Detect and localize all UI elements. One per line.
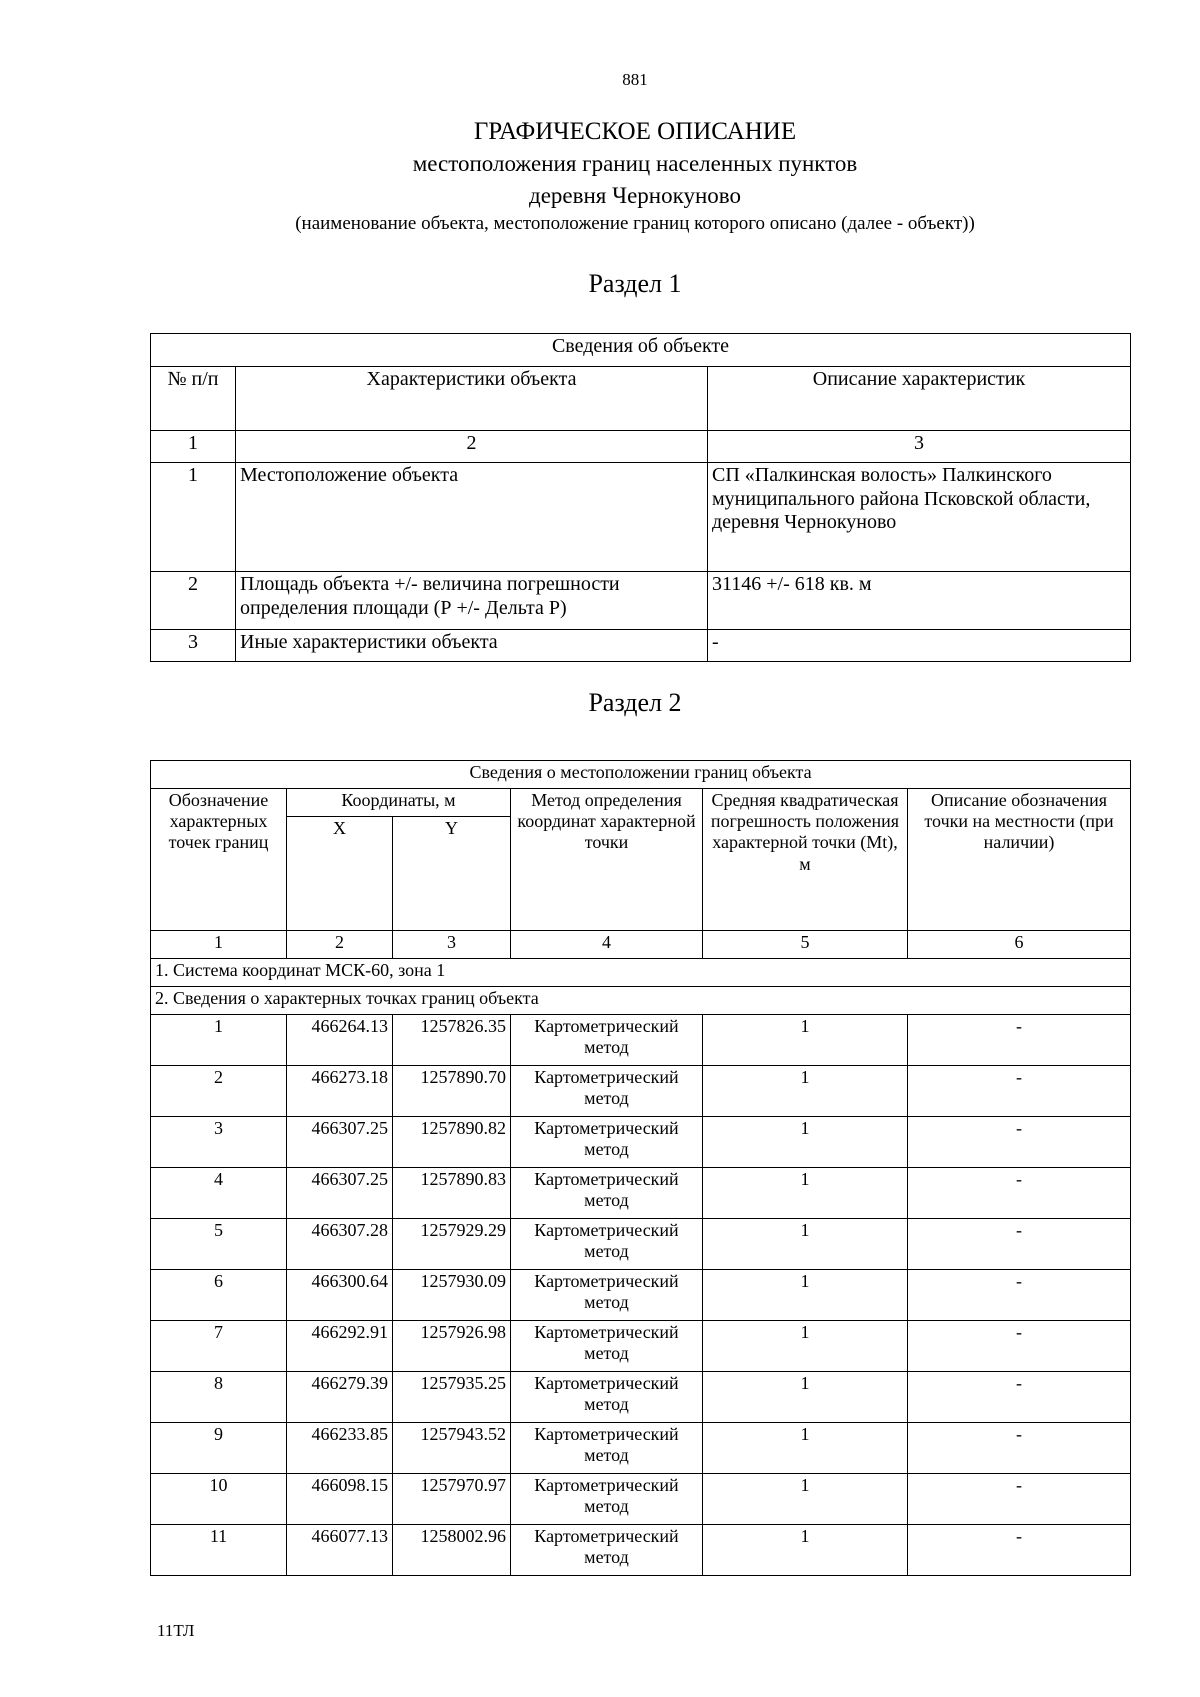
mean-error: 1	[703, 1474, 908, 1525]
mean-error: 1	[703, 1117, 908, 1168]
x-coordinate: 466098.15	[287, 1474, 393, 1525]
location-description: -	[908, 1168, 1131, 1219]
location-description: -	[908, 1219, 1131, 1270]
y-coordinate: 1257890.82	[393, 1117, 511, 1168]
x-coordinate: 466233.85	[287, 1423, 393, 1474]
col-number: 3	[393, 931, 511, 959]
y-coordinate: 1258002.96	[393, 1525, 511, 1576]
table-row	[151, 1525, 1131, 1576]
row-characteristic: Площадь объекта +/- величина погрешности определения площади (Р +/- Дельта Р)	[236, 572, 708, 630]
table-title: Сведения об объекте	[151, 334, 1131, 367]
object-info-table	[150, 333, 1131, 662]
mean-error: 1	[703, 1219, 908, 1270]
table-row	[151, 1117, 1131, 1168]
table-row	[151, 572, 1131, 630]
point-id: 8	[151, 1372, 287, 1423]
y-coordinate: 1257926.98	[393, 1321, 511, 1372]
col-header-method: Метод определения координат характерной точки	[511, 789, 703, 931]
col-number: 2	[236, 431, 708, 463]
table-row	[151, 1015, 1131, 1066]
method: Картометрический метод	[511, 1168, 703, 1219]
row-number: 2	[151, 572, 236, 630]
col-header-x: X	[287, 817, 393, 931]
method: Картометрический метод	[511, 1066, 703, 1117]
col-number: 1	[151, 431, 236, 463]
coordinate-system-line: 1. Система координат МСК-60, зона 1	[151, 959, 1131, 987]
points-info-line: 2. Сведения о характерных точках границ объекта	[151, 987, 1131, 1015]
col-header-error: Средняя квадратическая погрешность положения характерной точки (Mt), м	[703, 789, 908, 931]
y-coordinate: 1257935.25	[393, 1372, 511, 1423]
y-coordinate: 1257943.52	[393, 1423, 511, 1474]
table-row	[151, 463, 1131, 572]
table-row	[151, 1066, 1131, 1117]
point-id: 5	[151, 1219, 287, 1270]
table-row	[151, 630, 1131, 662]
col-header-y: Y	[393, 817, 511, 931]
method: Картометрический метод	[511, 1321, 703, 1372]
location-description: -	[908, 1423, 1131, 1474]
x-coordinate: 466292.91	[287, 1321, 393, 1372]
method: Картометрический метод	[511, 1117, 703, 1168]
x-coordinate: 466077.13	[287, 1525, 393, 1576]
col-number: 6	[908, 931, 1131, 959]
col-header-point: Обозначение характерных точек границ	[151, 789, 287, 931]
location-description: -	[908, 1066, 1131, 1117]
col-number: 2	[287, 931, 393, 959]
method: Картометрический метод	[511, 1525, 703, 1576]
method: Картометрический метод	[511, 1372, 703, 1423]
object-name-note: (наименование объекта, местоположение границ которого описано (далее - объект))	[295, 213, 975, 234]
x-coordinate: 466264.13	[287, 1015, 393, 1066]
y-coordinate: 1257890.83	[393, 1168, 511, 1219]
object-name: деревня Чернокуново	[529, 183, 741, 208]
table-row	[151, 1168, 1131, 1219]
col-header-description: Описание характеристик	[708, 367, 1131, 431]
location-description: -	[908, 1117, 1131, 1168]
table-title: Сведения о местоположении границ объекта	[151, 761, 1131, 789]
location-description: -	[908, 1372, 1131, 1423]
col-number: 5	[703, 931, 908, 959]
mean-error: 1	[703, 1321, 908, 1372]
row-number: 3	[151, 630, 236, 662]
mean-error: 1	[703, 1525, 908, 1576]
table-row	[151, 1372, 1131, 1423]
table-row	[151, 1321, 1131, 1372]
page-number: 881	[622, 70, 648, 89]
y-coordinate: 1257890.70	[393, 1066, 511, 1117]
method: Картометрический метод	[511, 1219, 703, 1270]
method: Картометрический метод	[511, 1474, 703, 1525]
row-description: 31146 +/- 618 кв. м	[708, 572, 1131, 630]
location-description: -	[908, 1321, 1131, 1372]
method: Картометрический метод	[511, 1015, 703, 1066]
row-description: -	[708, 630, 1131, 662]
col-number: 4	[511, 931, 703, 959]
point-id: 11	[151, 1525, 287, 1576]
method: Картометрический метод	[511, 1270, 703, 1321]
point-id: 7	[151, 1321, 287, 1372]
location-description: -	[908, 1015, 1131, 1066]
col-header-location-desc: Описание обозначения точки на местности (при наличии)	[908, 789, 1131, 931]
location-description: -	[908, 1270, 1131, 1321]
boundary-points-table	[150, 760, 1131, 1576]
x-coordinate: 466307.25	[287, 1168, 393, 1219]
col-header-number: № п/п	[151, 367, 236, 431]
col-header-characteristic: Характеристики объекта	[236, 367, 708, 431]
x-coordinate: 466279.39	[287, 1372, 393, 1423]
footer-code: 11ТЛ	[157, 1621, 195, 1640]
table-row	[151, 1219, 1131, 1270]
x-coordinate: 466300.64	[287, 1270, 393, 1321]
y-coordinate: 1257826.35	[393, 1015, 511, 1066]
location-description: -	[908, 1525, 1131, 1576]
x-coordinate: 466273.18	[287, 1066, 393, 1117]
row-number: 1	[151, 463, 236, 572]
point-id: 9	[151, 1423, 287, 1474]
x-coordinate: 466307.25	[287, 1117, 393, 1168]
x-coordinate: 466307.28	[287, 1219, 393, 1270]
section-2-heading: Раздел 2	[588, 688, 682, 717]
col-header-coords: Координаты, м	[287, 789, 511, 817]
y-coordinate: 1257930.09	[393, 1270, 511, 1321]
point-id: 2	[151, 1066, 287, 1117]
mean-error: 1	[703, 1168, 908, 1219]
point-id: 4	[151, 1168, 287, 1219]
col-number: 3	[708, 431, 1131, 463]
col-number: 1	[151, 931, 287, 959]
document-title: ГРАФИЧЕСКОЕ ОПИСАНИЕ	[473, 118, 797, 145]
y-coordinate: 1257929.29	[393, 1219, 511, 1270]
point-id: 6	[151, 1270, 287, 1321]
row-characteristic: Иные характеристики объекта	[236, 630, 708, 662]
y-coordinate: 1257970.97	[393, 1474, 511, 1525]
location-description: -	[908, 1474, 1131, 1525]
table-row	[151, 1474, 1131, 1525]
mean-error: 1	[703, 1372, 908, 1423]
document-subtitle: местоположения границ населенных пунктов	[412, 151, 858, 176]
mean-error: 1	[703, 1015, 908, 1066]
point-id: 1	[151, 1015, 287, 1066]
table-row	[151, 1270, 1131, 1321]
table-row	[151, 1423, 1131, 1474]
mean-error: 1	[703, 1423, 908, 1474]
mean-error: 1	[703, 1270, 908, 1321]
row-characteristic: Местоположение объекта	[236, 463, 708, 572]
row-description: СП «Палкинская волость» Палкинского муниципального района Псковской области, деревня Чернокуново	[708, 463, 1131, 572]
point-id: 3	[151, 1117, 287, 1168]
method: Картометрический метод	[511, 1423, 703, 1474]
point-id: 10	[151, 1474, 287, 1525]
section-1-heading: Раздел 1	[588, 269, 682, 298]
mean-error: 1	[703, 1066, 908, 1117]
